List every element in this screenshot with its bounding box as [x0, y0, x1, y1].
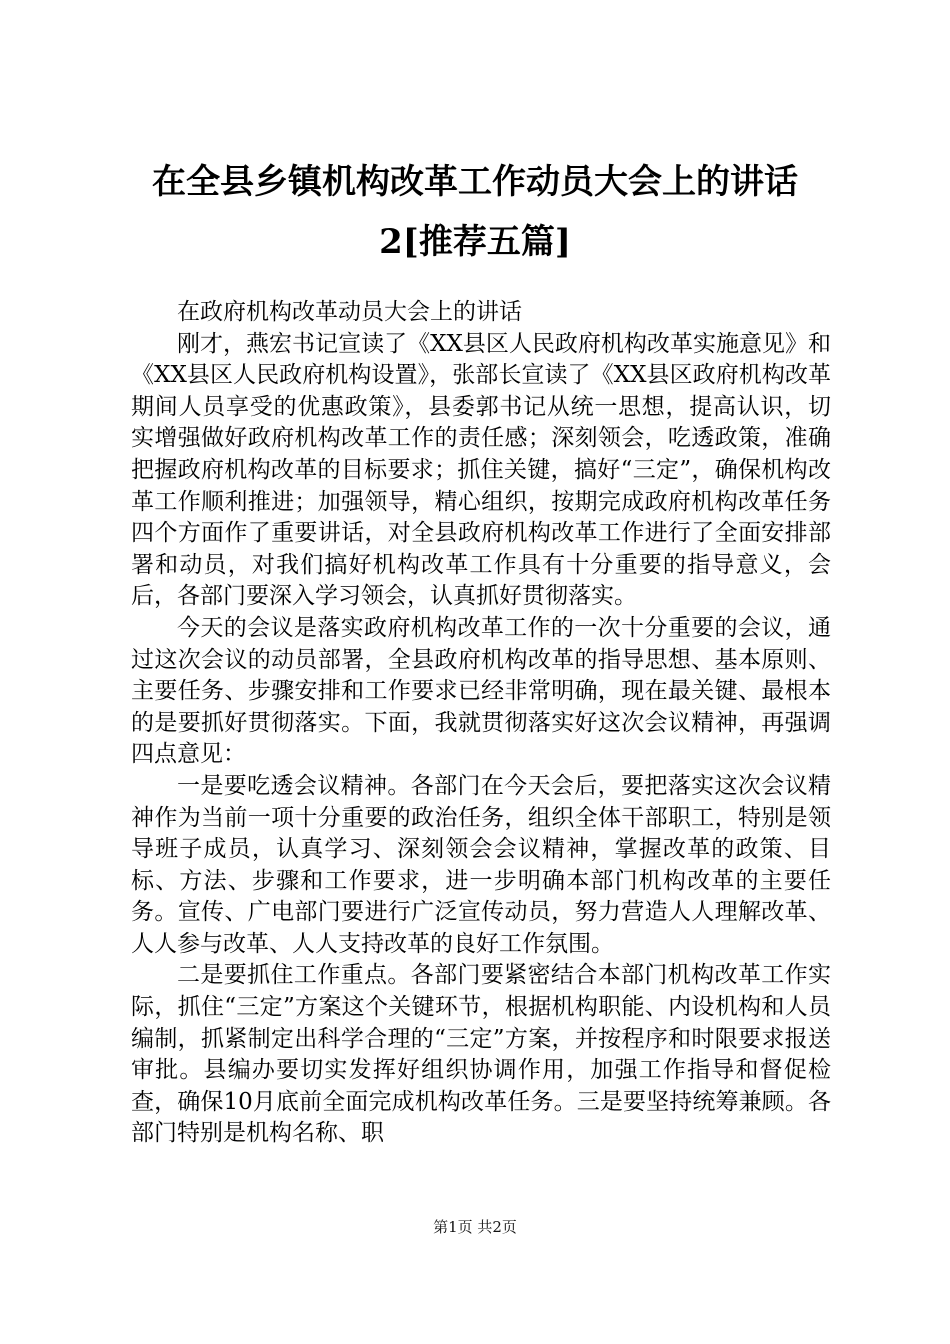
page-number-footer: 第1页 共2页: [433, 1218, 517, 1236]
paragraph-subtitle: 在政府机构改革动员大会上的讲话: [177, 299, 522, 325]
paragraph: 一是要吃透会议精神。各部门在今天会后，要把落实这次会议精神作为当前一项十分重要的政治任务，组织全体干部职工，特别是领导班子成员，认真学习、深刻领会会议精神，掌握改革的政策、目标、方法、步骤和工作要求，进一步明确本部门机构改革的主要任务。宣传、广电部门要进行广泛宣传动员，努力营造人人理解改革、人人参与改革、人人支持改革的良好工作氛围。: [131, 772, 831, 957]
document-title-line-2: 2[推荐五篇]: [379, 222, 571, 262]
document-body: [131, 297, 831, 1150]
document-title-line-1: 在全县乡镇机构改革工作动员大会上的讲话: [152, 162, 798, 202]
paragraph: 刚才，燕宏书记宣读了《XX县区人民政府机构改革实施意见》和《XX县区人民政府机构设置》，张部长宣读了《XX县区政府机构改革期间人员享受的优惠政策》，县委郭书记从统一思想，提高认识，切实增强做好政府机构改革工作的责任感；深刻领会，吃透政策，准确把握政府机构改革的目标要求；抓住关键，搞好“三定”，确保机构改革工作顺利推进；加强领导，精心组织，按期完成政府机构改革任务四个方面作了重要讲话，对全县政府机构改革工作进行了全面安排部署和动员，对我们搞好机构改革工作具有十分重要的指导意义，会后，各部门要深入学习领会，认真抓好贯彻落实。: [131, 330, 831, 610]
paragraph: 二是要抓住工作重点。各部门要紧密结合本部门机构改革工作实际，抓住“三定”方案这个关键环节，根据机构职能、内设机构和人员编制，抓紧制定出科学合理的“三定”方案，并按程序和时限要求报送审批。县编办要切实发挥好组织协调作用，加强工作指导和督促检查，确保10月底前全面完成机构改革任务。三是要坚持统筹兼顾。各部门特别是机构名称、职: [131, 962, 831, 1147]
paragraph: 今天的会议是落实政府机构改革工作的一次十分重要的会议，通过这次会议的动员部署，全县政府机构改革的指导思想、基本原则、主要任务、步骤安排和工作要求已经非常明确，现在最关键、最根本的是要抓好贯彻落实。下面，我就贯彻落实好这次会议精神，再强调四点意见：: [131, 614, 831, 768]
